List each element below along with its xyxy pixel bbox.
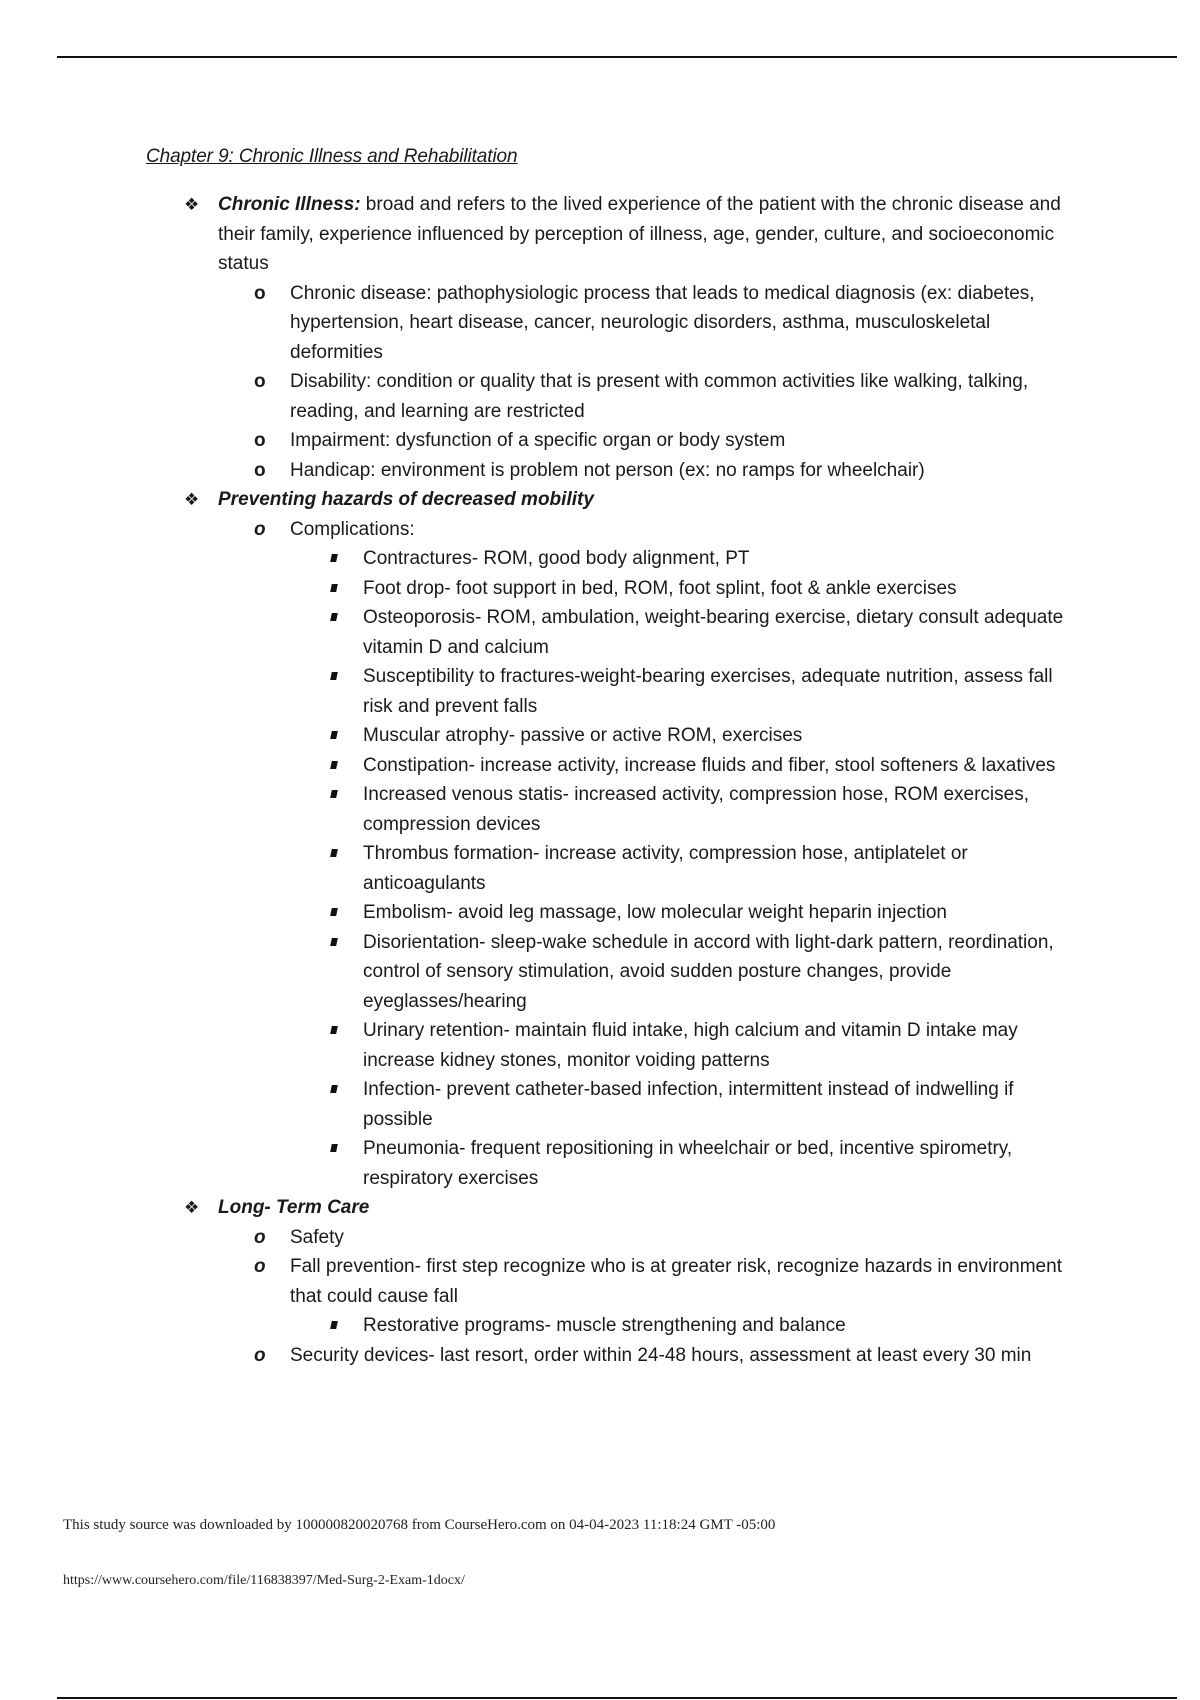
list-item: [0, 279, 1200, 368]
list-item: [0, 780, 1200, 839]
list-item-text: Pneumonia- frequent repositioning in wheelchair or bed, incentive spirometry, respiratory exercises: [363, 1138, 1013, 1189]
list-item-text: Foot drop- foot support in bed, ROM, foot splint, foot & ankle exercises: [363, 577, 957, 599]
list-item-text: Infection- prevent catheter-based infection, intermittent instead of indwelling if possible: [363, 1079, 1014, 1130]
list-item: [0, 898, 1200, 928]
square-bullet-icon: [330, 731, 338, 739]
square-bullet-icon: [330, 908, 338, 916]
list-item-text: Constipation- increase activity, increase fluids and fiber, stool softeners & laxatives: [363, 754, 1056, 776]
list-item: [0, 1223, 1200, 1253]
definition-text: broad and refers to the lived experience of the patient with the chronic disease and their family, experience influenced by perception of illness, age, gender, culture, and socioeconomic status: [218, 194, 1061, 274]
square-bullet-icon: [330, 761, 338, 769]
chapter-title: Chapter 9: Chronic Illness and Rehabilitation: [146, 146, 518, 167]
list-item-text: Fall prevention- first step recognize who is at greater risk, recognize hazards in environment that could cause fall: [290, 1256, 1062, 1307]
list-item: [0, 456, 1200, 486]
list-item: [0, 721, 1200, 751]
circle-bullet-icon: o: [254, 282, 266, 304]
list-item: [0, 603, 1200, 662]
list-item-text: Osteoporosis- ROM, ambulation, weight-bearing exercise, dietary consult adequate vitamin D and calcium: [363, 607, 1064, 658]
circle-bullet-icon: o: [254, 1226, 266, 1248]
list-item-text: Disability: condition or quality that is present with common activities like walking, talking, reading, and learning are restricted: [290, 371, 1029, 422]
list-item: [0, 1341, 1200, 1371]
list-item-text: Contractures- ROM, good body alignment, PT: [363, 548, 750, 569]
list-item: [0, 839, 1200, 898]
circle-bullet-icon: o: [254, 1344, 266, 1366]
circle-bullet-icon: o: [254, 430, 266, 451]
list-item-text: Impairment: dysfunction of a specific organ or body system: [290, 430, 786, 451]
document-body: [0, 190, 1200, 1370]
circle-bullet-icon: o: [254, 518, 266, 540]
list-item: [0, 751, 1200, 781]
list-item-text: Security devices- last resort, order within 24-48 hours, assessment at least every 30 min: [290, 1344, 1032, 1366]
circle-bullet-icon: o: [254, 1256, 266, 1277]
list-item-text: Increased venous statis- increased activity, compression hose, ROM exercises, compression devices: [363, 784, 1029, 835]
list-item: [0, 574, 1200, 604]
section-heading: Long- Term Care: [218, 1197, 370, 1218]
list-item: [0, 426, 1200, 456]
list-item: [0, 1311, 1200, 1341]
square-bullet-icon: [330, 613, 338, 621]
square-bullet-icon: [330, 849, 338, 857]
section-preventing-hazards: [0, 485, 1200, 515]
square-bullet-icon: [330, 1321, 338, 1329]
list-item-text: Muscular atrophy- passive or active ROM, exercises: [363, 725, 803, 746]
list-item: [0, 515, 1200, 545]
list-item: [0, 928, 1200, 1017]
list-item-text: Chronic disease: pathophysiologic process that leads to medical diagnosis (ex: diabetes, hypertension, heart disease, cancer, neurologic disorders, asthma, musculoskeletal deformities: [290, 282, 1035, 363]
section-heading: Preventing hazards of decreased mobility: [218, 489, 594, 510]
download-note: This study source was downloaded by 100000820020768 from CourseHero.com on 04-04-2023 11:18:24 GMT -05:00: [63, 1517, 776, 1533]
diamond-bullet-icon: ❖: [184, 490, 200, 509]
list-item: [0, 1252, 1200, 1311]
circle-bullet-icon: o: [254, 371, 266, 392]
list-item-text: Embolism- avoid leg massage, low molecular weight heparin injection: [363, 902, 947, 923]
square-bullet-icon: [330, 938, 338, 946]
list-item: [0, 1016, 1200, 1075]
list-item-text: Urinary retention- maintain fluid intake, high calcium and vitamin D intake may increase kidney stones, monitor voiding patterns: [363, 1020, 1018, 1071]
source-url[interactable]: https://www.coursehero.com/file/116838397/Med-Surg-2-Exam-1docx/: [63, 1573, 465, 1588]
list-item: [0, 1075, 1200, 1134]
list-item-text: Restorative programs- muscle strengthening and balance: [363, 1315, 846, 1336]
complications-label: Complications:: [290, 518, 415, 540]
section-chronic-illness: [0, 190, 1200, 279]
list-item-text: Handicap: environment is problem not person (ex: no ramps for wheelchair): [290, 459, 925, 481]
list-item: [0, 662, 1200, 721]
list-item-text: Disorientation- sleep-wake schedule in accord with light-dark pattern, reordination, control of sensory stimulation, avoid sudden posture changes, provide eyeglasses/hearing: [363, 931, 1054, 1012]
list-item-text: Safety: [290, 1226, 344, 1248]
square-bullet-icon: [330, 790, 338, 798]
list-item: [0, 367, 1200, 426]
square-bullet-icon: [330, 1026, 338, 1034]
term-chronic-illness: Chronic Illness:: [218, 194, 361, 215]
list-item-text: Susceptibility to fractures-weight-bearing exercises, adequate nutrition, assess fall risk and prevent falls: [363, 666, 1053, 717]
square-bullet-icon: [330, 672, 338, 680]
list-item: [0, 544, 1200, 574]
circle-bullet-icon: o: [254, 459, 266, 481]
square-bullet-icon: [330, 1085, 338, 1093]
diamond-bullet-icon: ❖: [184, 1198, 200, 1217]
square-bullet-icon: [330, 1144, 338, 1152]
diamond-bullet-icon: ❖: [184, 195, 200, 214]
list-item-text: Thrombus formation- increase activity, compression hose, antiplatelet or anticoagulants: [363, 843, 968, 894]
list-item: [0, 1134, 1200, 1193]
bottom-rule: [57, 1697, 1177, 1699]
square-bullet-icon: [330, 554, 338, 562]
top-rule: [57, 56, 1177, 58]
section-long-term-care: [0, 1193, 1200, 1223]
square-bullet-icon: [330, 584, 338, 592]
